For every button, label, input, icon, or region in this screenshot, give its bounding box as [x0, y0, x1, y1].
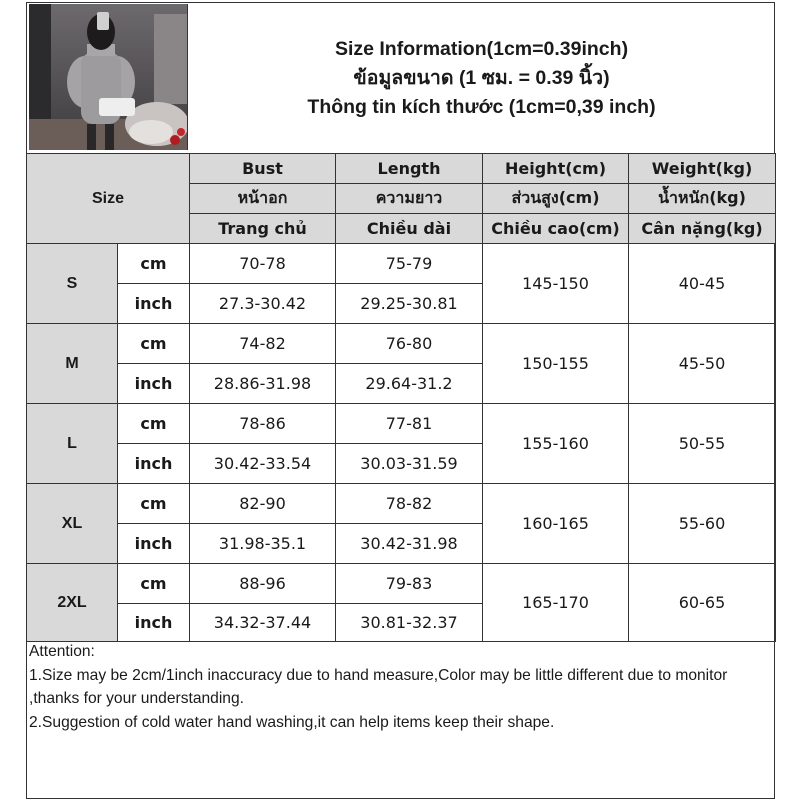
length-inch-value: 29.25-30.81 — [336, 284, 483, 324]
bust-inch-value: 31.98-35.1 — [190, 524, 336, 564]
product-photo — [29, 4, 188, 150]
unit-inch: inch — [118, 604, 190, 642]
unit-cm: cm — [118, 244, 190, 284]
length-header-en: Length — [336, 154, 483, 184]
size-column-header: Size — [27, 154, 190, 244]
bust-header-vi: Trang chủ — [190, 214, 336, 244]
length-header-th: ความยาว — [336, 184, 483, 214]
length-inch-value: 30.81-32.37 — [336, 604, 483, 642]
title-vietnamese: Thông tin kích thước (1cm=0,39 inch) — [307, 95, 656, 118]
weight-value: 45-50 — [629, 324, 776, 404]
title-thai: ข้อมูลขนาด (1 ซม. = 0.39 นิ้ว) — [353, 66, 610, 89]
size-label: M — [27, 324, 118, 404]
table-row — [27, 564, 776, 604]
unit-inch: inch — [118, 524, 190, 564]
unit-inch: inch — [118, 444, 190, 484]
length-cm-value: 75-79 — [336, 244, 483, 284]
height-value: 165-170 — [483, 564, 629, 642]
unit-cm: cm — [118, 404, 190, 444]
weight-header-en: Weight(kg) — [629, 154, 776, 184]
height-header-en: Height(cm) — [483, 154, 629, 184]
unit-cm: cm — [118, 564, 190, 604]
table-row — [27, 324, 776, 364]
height-value: 150-155 — [483, 324, 629, 404]
bust-cm-value: 74-82 — [190, 324, 336, 364]
size-label: S — [27, 244, 118, 324]
unit-cm: cm — [118, 484, 190, 524]
unit-inch: inch — [118, 364, 190, 404]
size-table — [26, 153, 776, 642]
length-inch-value: 30.42-31.98 — [336, 524, 483, 564]
unit-cm: cm — [118, 324, 190, 364]
size-label: 2XL — [27, 564, 118, 642]
height-value: 155-160 — [483, 404, 629, 484]
weight-value: 55-60 — [629, 484, 776, 564]
title-block — [188, 2, 775, 154]
bust-inch-value: 27.3-30.42 — [190, 284, 336, 324]
attention-note-1: 1.Size may be 2cm/1inch inaccuracy due to hand measure,Color may be little different due to monitor ,thanks for your understanding. — [29, 666, 728, 707]
weight-value: 50-55 — [629, 404, 776, 484]
unit-inch: inch — [118, 284, 190, 324]
height-value: 160-165 — [483, 484, 629, 564]
bust-inch-value: 34.32-37.44 — [190, 604, 336, 642]
weight-value: 60-65 — [629, 564, 776, 642]
bust-cm-value: 88-96 — [190, 564, 336, 604]
weight-value: 40-45 — [629, 244, 776, 324]
length-cm-value: 76-80 — [336, 324, 483, 364]
bust-cm-value: 70-78 — [190, 244, 336, 284]
length-inch-value: 29.64-31.2 — [336, 364, 483, 404]
weight-header-vi: Cân nặng(kg) — [629, 214, 776, 244]
attention-note-2: 2.Suggestion of cold water hand washing,it can help items keep their shape. — [29, 713, 555, 731]
table-row — [27, 484, 776, 524]
length-cm-value: 79-83 — [336, 564, 483, 604]
table-row — [27, 404, 776, 444]
attention-heading: Attention: — [29, 643, 95, 660]
bust-cm-value: 78-86 — [190, 404, 336, 444]
length-cm-value: 78-82 — [336, 484, 483, 524]
height-header-vi: Chiều cao(cm) — [483, 214, 629, 244]
bust-header-en: Bust — [190, 154, 336, 184]
height-header-th: ส่วนสูง(cm) — [483, 184, 629, 214]
title-english: Size Information(1cm=0.39inch) — [334, 37, 629, 60]
size-label: XL — [27, 484, 118, 564]
size-label: L — [27, 404, 118, 484]
attention-notes — [29, 640, 769, 734]
height-value: 145-150 — [483, 244, 629, 324]
header-row-english — [27, 154, 776, 184]
length-header-vi: Chiều dài — [336, 214, 483, 244]
bust-inch-value: 28.86-31.98 — [190, 364, 336, 404]
table-row — [27, 244, 776, 284]
length-cm-value: 77-81 — [336, 404, 483, 444]
weight-header-th: น้ำหนัก(kg) — [629, 184, 776, 214]
bust-cm-value: 82-90 — [190, 484, 336, 524]
length-inch-value: 30.03-31.59 — [336, 444, 483, 484]
bust-inch-value: 30.42-33.54 — [190, 444, 336, 484]
bust-header-th: หน้าอก — [190, 184, 336, 214]
